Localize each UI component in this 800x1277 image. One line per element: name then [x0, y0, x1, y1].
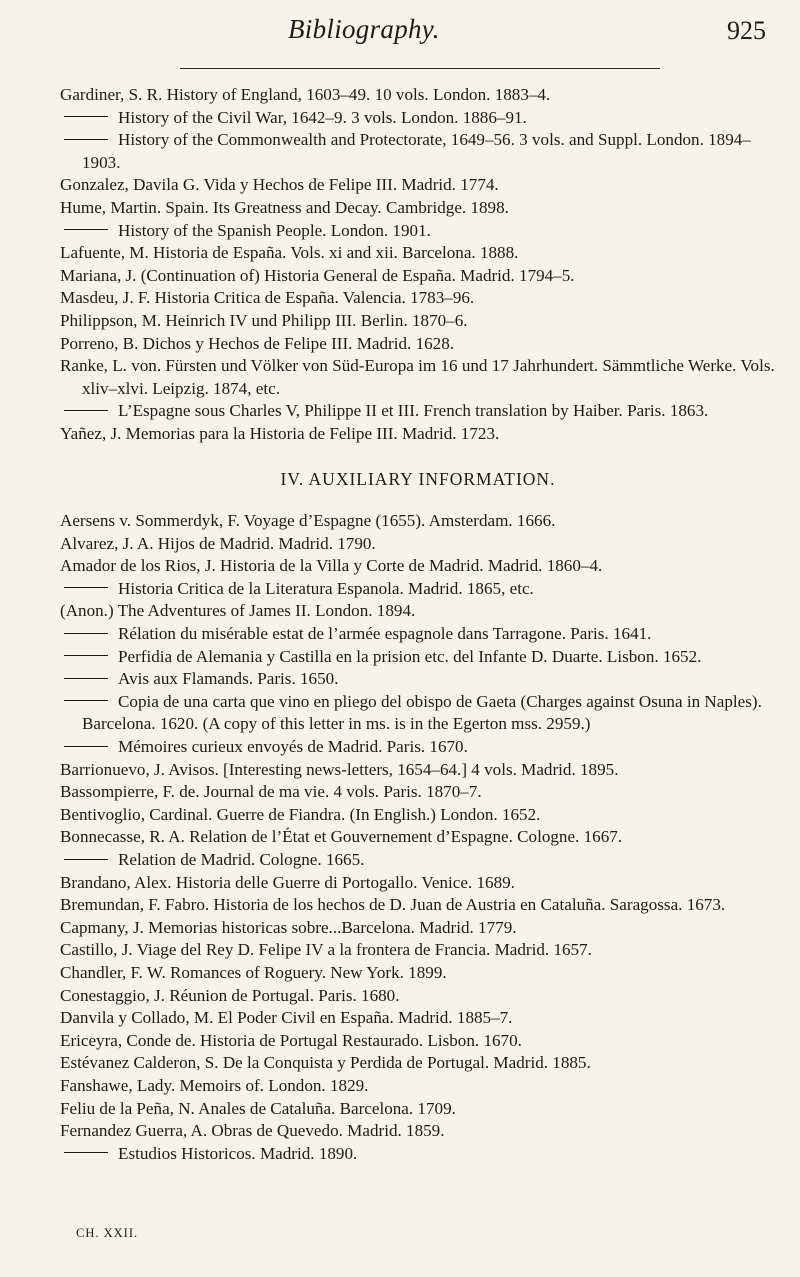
bibliography-entry — [60, 804, 776, 827]
bibliography-entry — [60, 962, 776, 985]
entry-text: (Anon.) The Adventures of James II. London. 1894. — [60, 601, 416, 621]
entry-text: Perfidia de Alemania y Castilla en la prision etc. del Infante D. Duarte. Lisbon. 1652. — [118, 646, 702, 666]
bibliography-entry — [60, 1098, 776, 1121]
entry-text: Hume, Martin. Spain. Its Greatness and Decay. Cambridge. 1898. — [60, 197, 509, 217]
entry-text: Rélation du misérable estat de l’armée espagnole dans Tarragone. Paris. 1641. — [118, 624, 652, 644]
entry-text: Conestaggio, J. Réunion de Portugal. Paris. 1680. — [60, 985, 400, 1005]
bibliography-entry — [60, 174, 776, 197]
entry-text: Yañez, J. Memorias para la Historia de Felipe III. Madrid. 1723. — [60, 423, 500, 443]
entry-text: Bentivoglio, Cardinal. Guerre de Fiandra. (In English.) London. 1652. — [60, 804, 541, 824]
bibliography-entry — [60, 400, 776, 423]
bibliography-entry — [60, 623, 776, 646]
bibliography-entry — [60, 646, 776, 669]
entry-text: Brandano, Alex. Historia delle Guerre di Portogallo. Venice. 1689. — [60, 872, 515, 892]
ditto-dash — [64, 859, 108, 860]
page-number: 925 — [727, 16, 766, 45]
bibliography-entry — [60, 197, 776, 220]
bibliography-entry — [60, 1007, 776, 1030]
entry-text: Philippson, M. Heinrich IV und Philipp III. Berlin. 1870–6. — [60, 310, 468, 330]
ditto-dash — [64, 700, 108, 701]
entry-text: L’Espagne sous Charles V, Philippe II et III. French translation by Haiber. Paris. 1863. — [118, 401, 709, 421]
bibliography-entry — [60, 287, 776, 310]
entry-text: Castillo, J. Viage del Rey D. Felipe IV a la frontera de Francia. Madrid. 1657. — [60, 940, 592, 960]
bibliography-entry — [60, 242, 776, 265]
entry-text: Lafuente, M. Historia de España. Vols. xi and xii. Barcelona. 1888. — [60, 243, 519, 263]
entry-text: Bonnecasse, R. A. Relation de l’État et Gouvernement d’Espagne. Cologne. 1667. — [60, 827, 623, 847]
bibliography-entry — [60, 759, 776, 782]
ditto-dash — [64, 116, 108, 117]
bibliography-body — [60, 84, 776, 1165]
bibliography-entry — [60, 333, 776, 356]
bibliography-entry — [60, 1143, 776, 1166]
bibliography-entry — [60, 826, 776, 849]
bibliography-entry — [60, 894, 776, 917]
bibliography-entry — [60, 555, 776, 578]
bibliography-entry — [60, 1052, 776, 1075]
bibliography-entry — [60, 355, 776, 400]
running-title: Bibliography. — [288, 14, 440, 44]
bibliography-entry — [60, 849, 776, 872]
bibliography-entry — [60, 510, 776, 533]
bibliography-section-auxiliary — [60, 510, 776, 1165]
entry-text: Amador de los Rios, J. Historia de la Villa y Corte de Madrid. Madrid. 1860–4. — [60, 556, 603, 576]
bibliography-entry — [60, 423, 776, 446]
entry-text: Capmany, J. Memorias historicas sobre...Barcelona. Madrid. 1779. — [60, 917, 517, 937]
bibliography-entry — [60, 600, 776, 623]
entry-text: Copia de una carta que vino en pliego del obispo de Gaeta (Charges against Osuna in Naples). Barcelona. 1620. (A copy of this letter in ms. is in the Egerton mss. 2959.) — [82, 691, 762, 734]
entry-text: Barrionuevo, J. Avisos. [Interesting news-letters, 1654–64.] 4 vols. Madrid. 1895. — [60, 759, 619, 779]
ditto-dash — [64, 746, 108, 747]
ditto-dash — [64, 678, 108, 679]
bibliography-entry — [60, 917, 776, 940]
bibliography-entry — [60, 1075, 776, 1098]
bibliography-entry — [60, 736, 776, 759]
entry-text: Ericeyra, Conde de. Historia de Portugal Restaurado. Lisbon. 1670. — [60, 1030, 522, 1050]
entry-text: Danvila y Collado, M. El Poder Civil en España. Madrid. 1885–7. — [60, 1008, 513, 1028]
entry-text: Bremundan, F. Fabro. Historia de los hechos de D. Juan de Austria en Cataluña. Saragossa. 1673. — [60, 895, 726, 915]
ditto-dash — [64, 410, 108, 411]
header-rule — [180, 68, 660, 69]
bibliography-entry — [60, 265, 776, 288]
entry-text: History of the Commonwealth and Protectorate, 1649–56. 3 vols. and Suppl. London. 1894–1903. — [82, 130, 751, 172]
entry-text: History of the Civil War, 1642–9. 3 vols. London. 1886–91. — [118, 107, 527, 127]
ditto-dash — [64, 1152, 108, 1153]
entry-text: Porreno, B. Dichos y Hechos de Felipe III. Madrid. 1628. — [60, 333, 455, 353]
bibliography-entry — [60, 578, 776, 601]
entry-text: Avis aux Flamands. Paris. 1650. — [118, 669, 339, 689]
entry-text: Feliu de la Peña, N. Anales de Cataluña. Barcelona. 1709. — [60, 1098, 456, 1118]
bibliography-entry — [60, 691, 776, 736]
bibliography-entry — [60, 1120, 776, 1143]
entry-text: Alvarez, J. A. Hijos de Madrid. Madrid. 1790. — [60, 533, 376, 553]
running-header — [60, 14, 780, 50]
bibliography-entry — [60, 129, 776, 174]
entry-text: Fernandez Guerra, A. Obras de Quevedo. Madrid. 1859. — [60, 1121, 445, 1141]
section-heading: IV. AUXILIARY INFORMATION. — [280, 468, 556, 489]
entry-text: Gardiner, S. R. History of England, 1603–49. 10 vols. London. 1883–4. — [60, 85, 551, 104]
entry-text: Historia Critica de la Literatura Espanola. Madrid. 1865, etc. — [118, 578, 534, 598]
bibliography-entry — [60, 1030, 776, 1053]
entry-text: Aersens v. Sommerdyk, F. Voyage d’Espagne (1655). Amsterdam. 1666. — [60, 511, 556, 531]
ditto-dash — [64, 655, 108, 656]
entry-text: Bassompierre, F. de. Journal de ma vie. 4 vols. Paris. 1870–7. — [60, 782, 482, 802]
bibliography-entry — [60, 939, 776, 962]
bibliography-entry — [60, 84, 776, 107]
entry-text: Mémoires curieux envoyés de Madrid. Paris. 1670. — [118, 737, 468, 757]
entry-text: Fanshawe, Lady. Memoirs of. London. 1829. — [60, 1075, 369, 1095]
bibliography-entry — [60, 220, 776, 243]
ditto-dash — [64, 139, 108, 140]
chapter-footer: CH. XXII. — [76, 1226, 139, 1240]
bibliography-entry — [60, 533, 776, 556]
bibliography-entry — [60, 107, 776, 130]
bibliography-entry — [60, 781, 776, 804]
entry-text: Chandler, F. W. Romances of Roguery. New York. 1899. — [60, 962, 447, 982]
ditto-dash — [64, 587, 108, 588]
bibliography-entry — [60, 310, 776, 333]
bibliography-section-general — [60, 84, 776, 446]
bibliography-entry — [60, 985, 776, 1008]
bibliography-entry — [60, 872, 776, 895]
entry-text: Estudios Historicos. Madrid. 1890. — [118, 1143, 358, 1163]
bibliography-entry — [60, 668, 776, 691]
ditto-dash — [64, 229, 108, 230]
entry-text: Mariana, J. (Continuation of) Historia General de España. Madrid. 1794–5. — [60, 265, 575, 285]
entry-text: Masdeu, J. F. Historia Critica de España. Valencia. 1783–96. — [60, 288, 475, 308]
ditto-dash — [64, 633, 108, 634]
entry-text: Gonzalez, Davila G. Vida y Hechos de Felipe III. Madrid. 1774. — [60, 175, 499, 195]
entry-text: Relation de Madrid. Cologne. 1665. — [118, 850, 365, 869]
entry-text: Ranke, L. von. Fürsten und Völker von Süd-Europa im 16 und 17 Jahrhundert. Sämmtliche Werke. Vols. xliv–xlvi. Leipzig. 1874, etc. — [60, 356, 775, 398]
entry-text: History of the Spanish People. London. 1901. — [118, 220, 431, 240]
entry-text: Estévanez Calderon, S. De la Conquista y Perdida de Portugal. Madrid. 1885. — [60, 1053, 591, 1073]
